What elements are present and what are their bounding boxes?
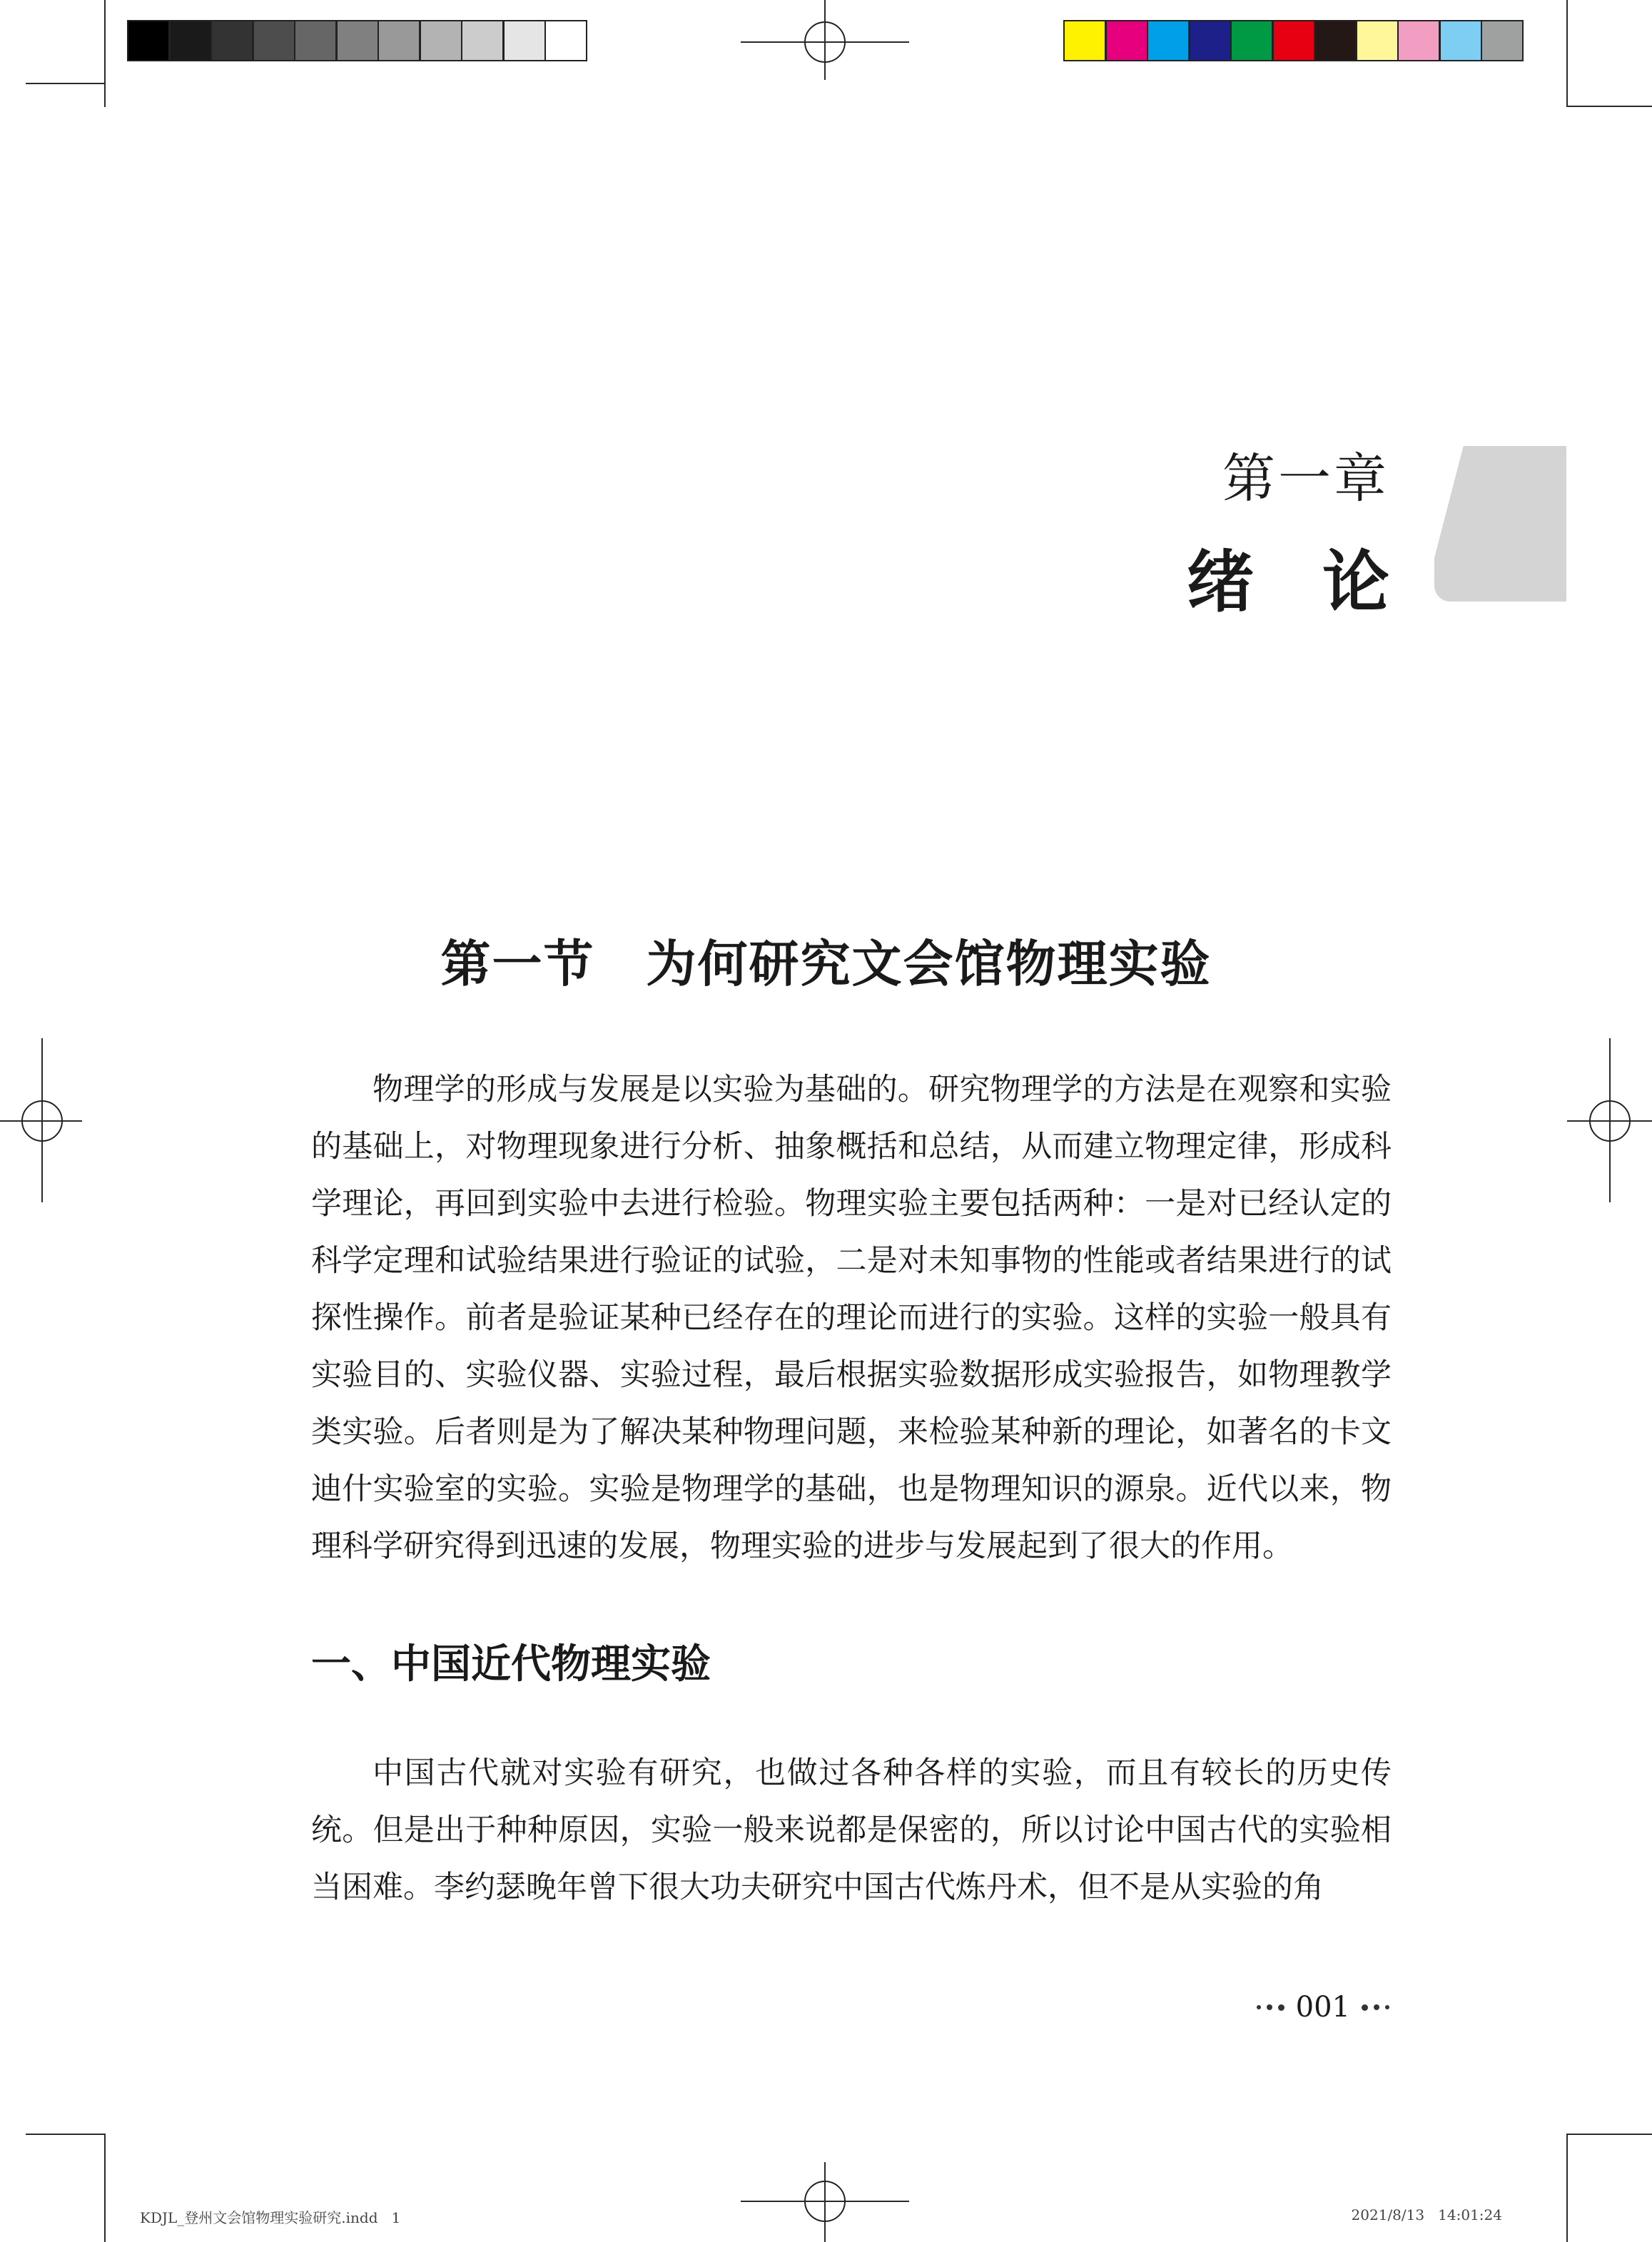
gray-swatch — [294, 20, 337, 61]
page-number-dots-left — [1257, 2004, 1284, 2011]
color-swatch — [1105, 20, 1148, 61]
page-number-dots-right — [1362, 2004, 1389, 2011]
subheading: 一、中国近代物理实验 — [311, 1640, 711, 1688]
crop-mark-top-left-v — [104, 0, 106, 107]
color-swatch — [1189, 20, 1232, 61]
gray-swatch — [503, 20, 546, 61]
color-swatch — [1481, 20, 1524, 61]
gray-swatch — [336, 20, 379, 61]
section-title: 第一节 为何研究文会馆物理实验 — [440, 934, 1212, 993]
body-paragraph: 物理学的形成与发展是以实验为基础的。研究物理学的方法是在观察和实验的基础上，对物理现象进行分析、抽象概括和总结，从而建立物理定律，形成科学理论，再回到实验中去进行检验。物理实验主要包括两种：一是对已经认定的科学定理和试验结果进行验证的试验，二是对未知事物的性能或者结果进行的试探性操作。前者是验证某种已经存在的理论而进行的实验。这样的实验一般具有实验目的、实验仪器、实验过程，最后根据实验数据形成实验报告，如物理教学类实验。后者则是为了解决某种物理问题，来检验某种新的理论，如著名的卡文迪什实验室的实验。实验是物理学的基础，也是物理知识的源泉。近代以来，物理科学研究得到迅速的发展，物理实验的进步与发展起到了很大的作用。 — [311, 1072, 1392, 1564]
color-swatch — [1063, 20, 1106, 61]
color-swatch — [1397, 20, 1440, 61]
color-swatch — [1439, 20, 1482, 61]
color-swatch — [1356, 20, 1399, 61]
crop-mark-top-right-h — [1566, 106, 1652, 107]
crop-mark-top-right-v — [1566, 0, 1568, 107]
footer-file-name: KDJL_登州文会馆物理实验研究.indd 1 — [140, 2209, 401, 2226]
gray-swatch — [461, 20, 504, 61]
footer-timestamp: 2021/8/13 14:01:24 — [1351, 2206, 1502, 2223]
color-swatch — [1272, 20, 1315, 61]
page-number — [1257, 1991, 1389, 2024]
color-swatch — [1147, 20, 1190, 61]
page-number-value: 001 — [1295, 1991, 1350, 2024]
crop-mark-bottom-left-h — [26, 2134, 106, 2135]
crop-mark-bottom-right-h — [1566, 2134, 1652, 2135]
gray-swatch — [253, 20, 295, 61]
crop-mark-top-left-h — [26, 83, 106, 84]
chapter-label: 第一章 — [1222, 448, 1389, 509]
color-swatch — [1314, 20, 1357, 61]
crop-mark-bottom-right-v — [1566, 2134, 1568, 2242]
gray-swatch — [420, 20, 462, 61]
gray-swatch — [211, 20, 253, 61]
crop-mark-bottom-left-v — [104, 2134, 106, 2242]
gray-swatch — [169, 20, 212, 61]
color-swatch — [1230, 20, 1273, 61]
chapter-title: 绪论 — [1186, 543, 1458, 622]
body-paragraph: 中国古代就对实验有研究，也做过各种各样的实验，而且有较长的历史传统。但是出于种种原因，实验一般来说都是保密的，所以讨论中国古代的实验相当困难。李约瑟晚年曾下很大功夫研究中国古代炼丹术，但不是从实验的角 — [311, 1755, 1392, 1905]
gray-swatch — [544, 20, 587, 61]
gray-swatch — [127, 20, 170, 61]
gray-swatch — [377, 20, 420, 61]
